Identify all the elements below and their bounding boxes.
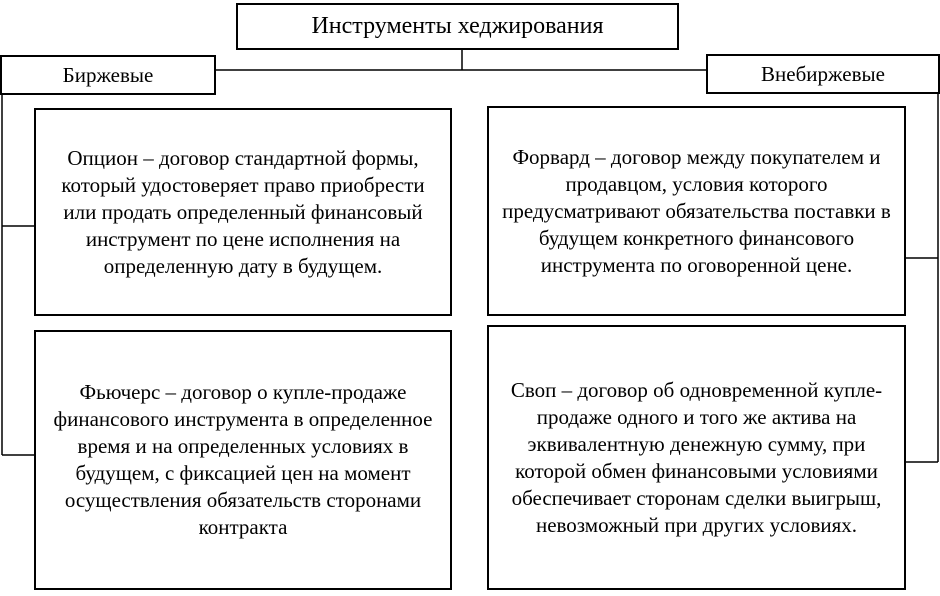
option-box — [34, 108, 452, 316]
category-otc — [706, 54, 940, 94]
category-exchange-label: Биржевые — [62, 62, 154, 87]
swap-box — [487, 325, 906, 590]
category-exchange — [0, 55, 216, 95]
diagram-title-text: Инструменты хеджирования — [311, 13, 604, 39]
forward-text: Форвард – договор между покупателем и продавцом, условия которого предусматривают обязательства поставки в будущем конкретного финансового инструмента по оговоренной цене. — [502, 144, 891, 277]
option-text: Опцион – договор стандартной формы, который удостоверяет право приобрести или продать определенный финансовый инструмент по цене исполнения на определенную дату в будущем. — [61, 145, 425, 278]
category-otc-label: Внебиржевые — [761, 61, 885, 86]
swap-text: Своп – договор об одновременной купле-продаже одного и того же актива на эквивалентную денежную сумму, при которой обмен финансовыми условиями обеспечивает сторонам сделки выигрыш, невозможный при других условиях. — [510, 377, 883, 537]
futures-box — [34, 330, 452, 590]
diagram-title — [236, 3, 679, 50]
forward-box — [487, 106, 906, 316]
futures-text: Фьючерс – договор о купле-продаже финансового инструмента в определенное время и на определенных условиях в будущем, с фиксацией цен на момент осуществления обязательств сторонами контракта — [53, 380, 433, 539]
